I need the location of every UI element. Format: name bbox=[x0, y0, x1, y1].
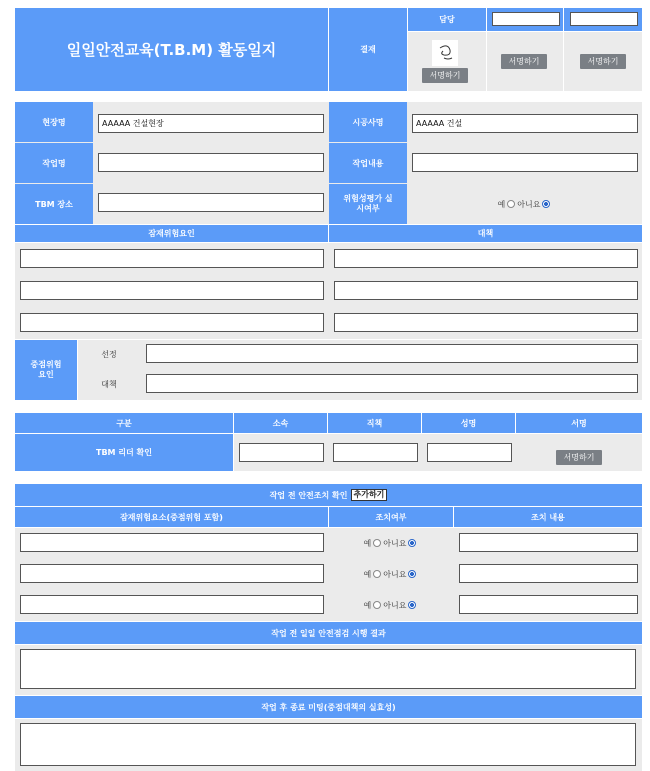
leader-header-category bbox=[15, 413, 233, 433]
company-label-cell bbox=[329, 102, 407, 142]
pre-check-yes-radio[interactable] bbox=[373, 601, 381, 609]
pre-check-no-label: 아니요 bbox=[383, 569, 407, 579]
risk-yes-radio[interactable] bbox=[507, 200, 515, 208]
tbm-place-field[interactable] bbox=[98, 193, 324, 212]
leader-header-sign bbox=[516, 413, 642, 433]
risk-assess-radio-group bbox=[408, 184, 642, 224]
form-title-cell bbox=[15, 8, 328, 91]
approval-label: 결재 bbox=[360, 45, 376, 54]
key-risk-measure-label-cell bbox=[78, 370, 140, 398]
leader-row-label-cell bbox=[15, 434, 233, 471]
charge-label-cell bbox=[408, 8, 486, 31]
work-label: 작업명 bbox=[42, 158, 66, 168]
pre-check-no-label: 아니요 bbox=[383, 538, 407, 548]
pre-check-radio-group-3 bbox=[329, 592, 453, 618]
leader-header-position bbox=[328, 413, 421, 433]
pre-check-content-field-1[interactable] bbox=[459, 533, 638, 552]
hazard-field-2[interactable] bbox=[20, 281, 324, 300]
leader-affiliation-field[interactable] bbox=[239, 443, 324, 462]
pre-check-title-bar bbox=[15, 484, 642, 506]
pre-check-yes-label: 예 bbox=[363, 569, 372, 579]
pre-check-content-field-3[interactable] bbox=[459, 595, 638, 614]
place-label-cell bbox=[15, 184, 93, 224]
pre-check-radio-group-1 bbox=[329, 530, 453, 556]
closing-title-bar bbox=[15, 696, 642, 718]
risk-yes-label: 예 bbox=[497, 199, 506, 209]
pre-check-col-action-text: 조치여부 bbox=[375, 512, 407, 522]
signature-image bbox=[432, 40, 458, 66]
risk-assess-label: 위험성평가 실시여부 bbox=[343, 194, 393, 213]
pre-check-hazard-field-1[interactable] bbox=[20, 533, 324, 552]
inspection-result-textarea[interactable] bbox=[20, 649, 636, 689]
key-risk-label-cell bbox=[15, 340, 77, 400]
key-risk-measure-label: 대책 bbox=[101, 379, 117, 389]
pre-check-col-action bbox=[329, 507, 453, 527]
company-name-field[interactable]: AAAAA 건설 bbox=[412, 114, 638, 133]
leader-header-name bbox=[422, 413, 515, 433]
pre-check-col-content-text: 조치 내용 bbox=[531, 512, 565, 522]
site-name-field[interactable]: AAAAA 건설현장 bbox=[98, 114, 324, 133]
pre-check-yes-radio[interactable] bbox=[373, 570, 381, 578]
pre-check-yes-label: 예 bbox=[363, 538, 372, 548]
pre-check-title: 작업 전 안전조치 확인 bbox=[269, 490, 348, 500]
approver-3-name-field[interactable] bbox=[570, 12, 638, 26]
form-title: 일일안전교육(T.B.M) 활동일지 bbox=[66, 41, 277, 59]
hazard-header: 잠재위험요인 bbox=[148, 229, 195, 238]
risk-no-radio[interactable] bbox=[542, 200, 550, 208]
closing-title: 작업 후 종료 미팅(중점대책의 실효성) bbox=[261, 702, 396, 712]
measure-field-1[interactable] bbox=[334, 249, 638, 268]
add-row-button[interactable]: 추가하기 bbox=[351, 489, 388, 501]
measure-header-cell bbox=[329, 225, 642, 242]
sign-button-3[interactable]: 서명하기 bbox=[580, 54, 626, 69]
pre-check-yes-radio[interactable] bbox=[373, 539, 381, 547]
sign-button-2[interactable]: 서명하기 bbox=[501, 54, 547, 69]
leader-header-category-text: 구분 bbox=[116, 418, 132, 428]
key-risk-label: 중점위험 요인 bbox=[30, 360, 62, 379]
work-content-field[interactable] bbox=[412, 153, 638, 172]
hazard-field-1[interactable] bbox=[20, 249, 324, 268]
key-risk-select-field[interactable] bbox=[146, 344, 638, 363]
pre-check-col-hazard-text: 잠재위험요소(중점위험 포함) bbox=[120, 512, 223, 522]
work-content-label-cell bbox=[329, 143, 407, 183]
approver-2-name-field[interactable] bbox=[492, 12, 560, 26]
leader-header-name-text: 성명 bbox=[460, 418, 477, 428]
key-risk-measure-field[interactable] bbox=[146, 374, 638, 393]
pre-check-hazard-field-2[interactable] bbox=[20, 564, 324, 583]
sign-button-1[interactable]: 서명하기 bbox=[422, 68, 468, 83]
closing-meeting-textarea[interactable] bbox=[20, 723, 636, 766]
risk-no-label: 아니요 bbox=[517, 199, 541, 209]
pre-check-no-radio[interactable] bbox=[408, 570, 416, 578]
measure-field-2[interactable] bbox=[334, 281, 638, 300]
pre-check-no-radio[interactable] bbox=[408, 601, 416, 609]
leader-row-label: TBM 리더 확인 bbox=[96, 448, 152, 457]
work-name-field[interactable] bbox=[98, 153, 324, 172]
pre-check-hazard-field-3[interactable] bbox=[20, 595, 324, 614]
approval-label-cell bbox=[329, 8, 407, 91]
pre-check-radio-group-2 bbox=[329, 561, 453, 587]
company-label: 시공사명 bbox=[352, 117, 384, 127]
charge-label: 담당 bbox=[439, 15, 455, 24]
site-label-cell bbox=[15, 102, 93, 142]
hazard-field-3[interactable] bbox=[20, 313, 324, 332]
hazard-header-cell bbox=[15, 225, 328, 242]
leader-name-field[interactable] bbox=[427, 443, 512, 462]
pre-check-content-field-2[interactable] bbox=[459, 564, 638, 583]
measure-header: 대책 bbox=[477, 229, 494, 238]
inspection-title: 작업 전 일일 안전점검 시행 결과 bbox=[271, 628, 386, 638]
risk-assess-label-cell bbox=[329, 184, 407, 224]
key-risk-select-label: 선정 bbox=[101, 349, 117, 359]
leader-header-affiliation-text: 소속 bbox=[272, 418, 289, 428]
leader-header-affiliation bbox=[234, 413, 327, 433]
leader-header-position-text: 직책 bbox=[366, 418, 383, 428]
pre-check-yes-label: 예 bbox=[363, 600, 372, 610]
inspection-title-bar bbox=[15, 622, 642, 644]
measure-field-3[interactable] bbox=[334, 313, 638, 332]
pre-check-col-hazard bbox=[15, 507, 328, 527]
pre-check-no-radio[interactable] bbox=[408, 539, 416, 547]
site-label: 현장명 bbox=[42, 117, 66, 127]
key-risk-select-label-cell bbox=[78, 340, 140, 368]
place-label: TBM 장소 bbox=[35, 199, 73, 209]
leader-position-field[interactable] bbox=[333, 443, 418, 462]
pre-check-no-label: 아니요 bbox=[383, 600, 407, 610]
work-label-cell bbox=[15, 143, 93, 183]
leader-header-sign-text: 서명 bbox=[571, 418, 587, 428]
leader-sign-button[interactable]: 서명하기 bbox=[556, 450, 602, 465]
work-content-label: 작업내용 bbox=[352, 158, 384, 168]
pre-check-col-content bbox=[454, 507, 642, 527]
